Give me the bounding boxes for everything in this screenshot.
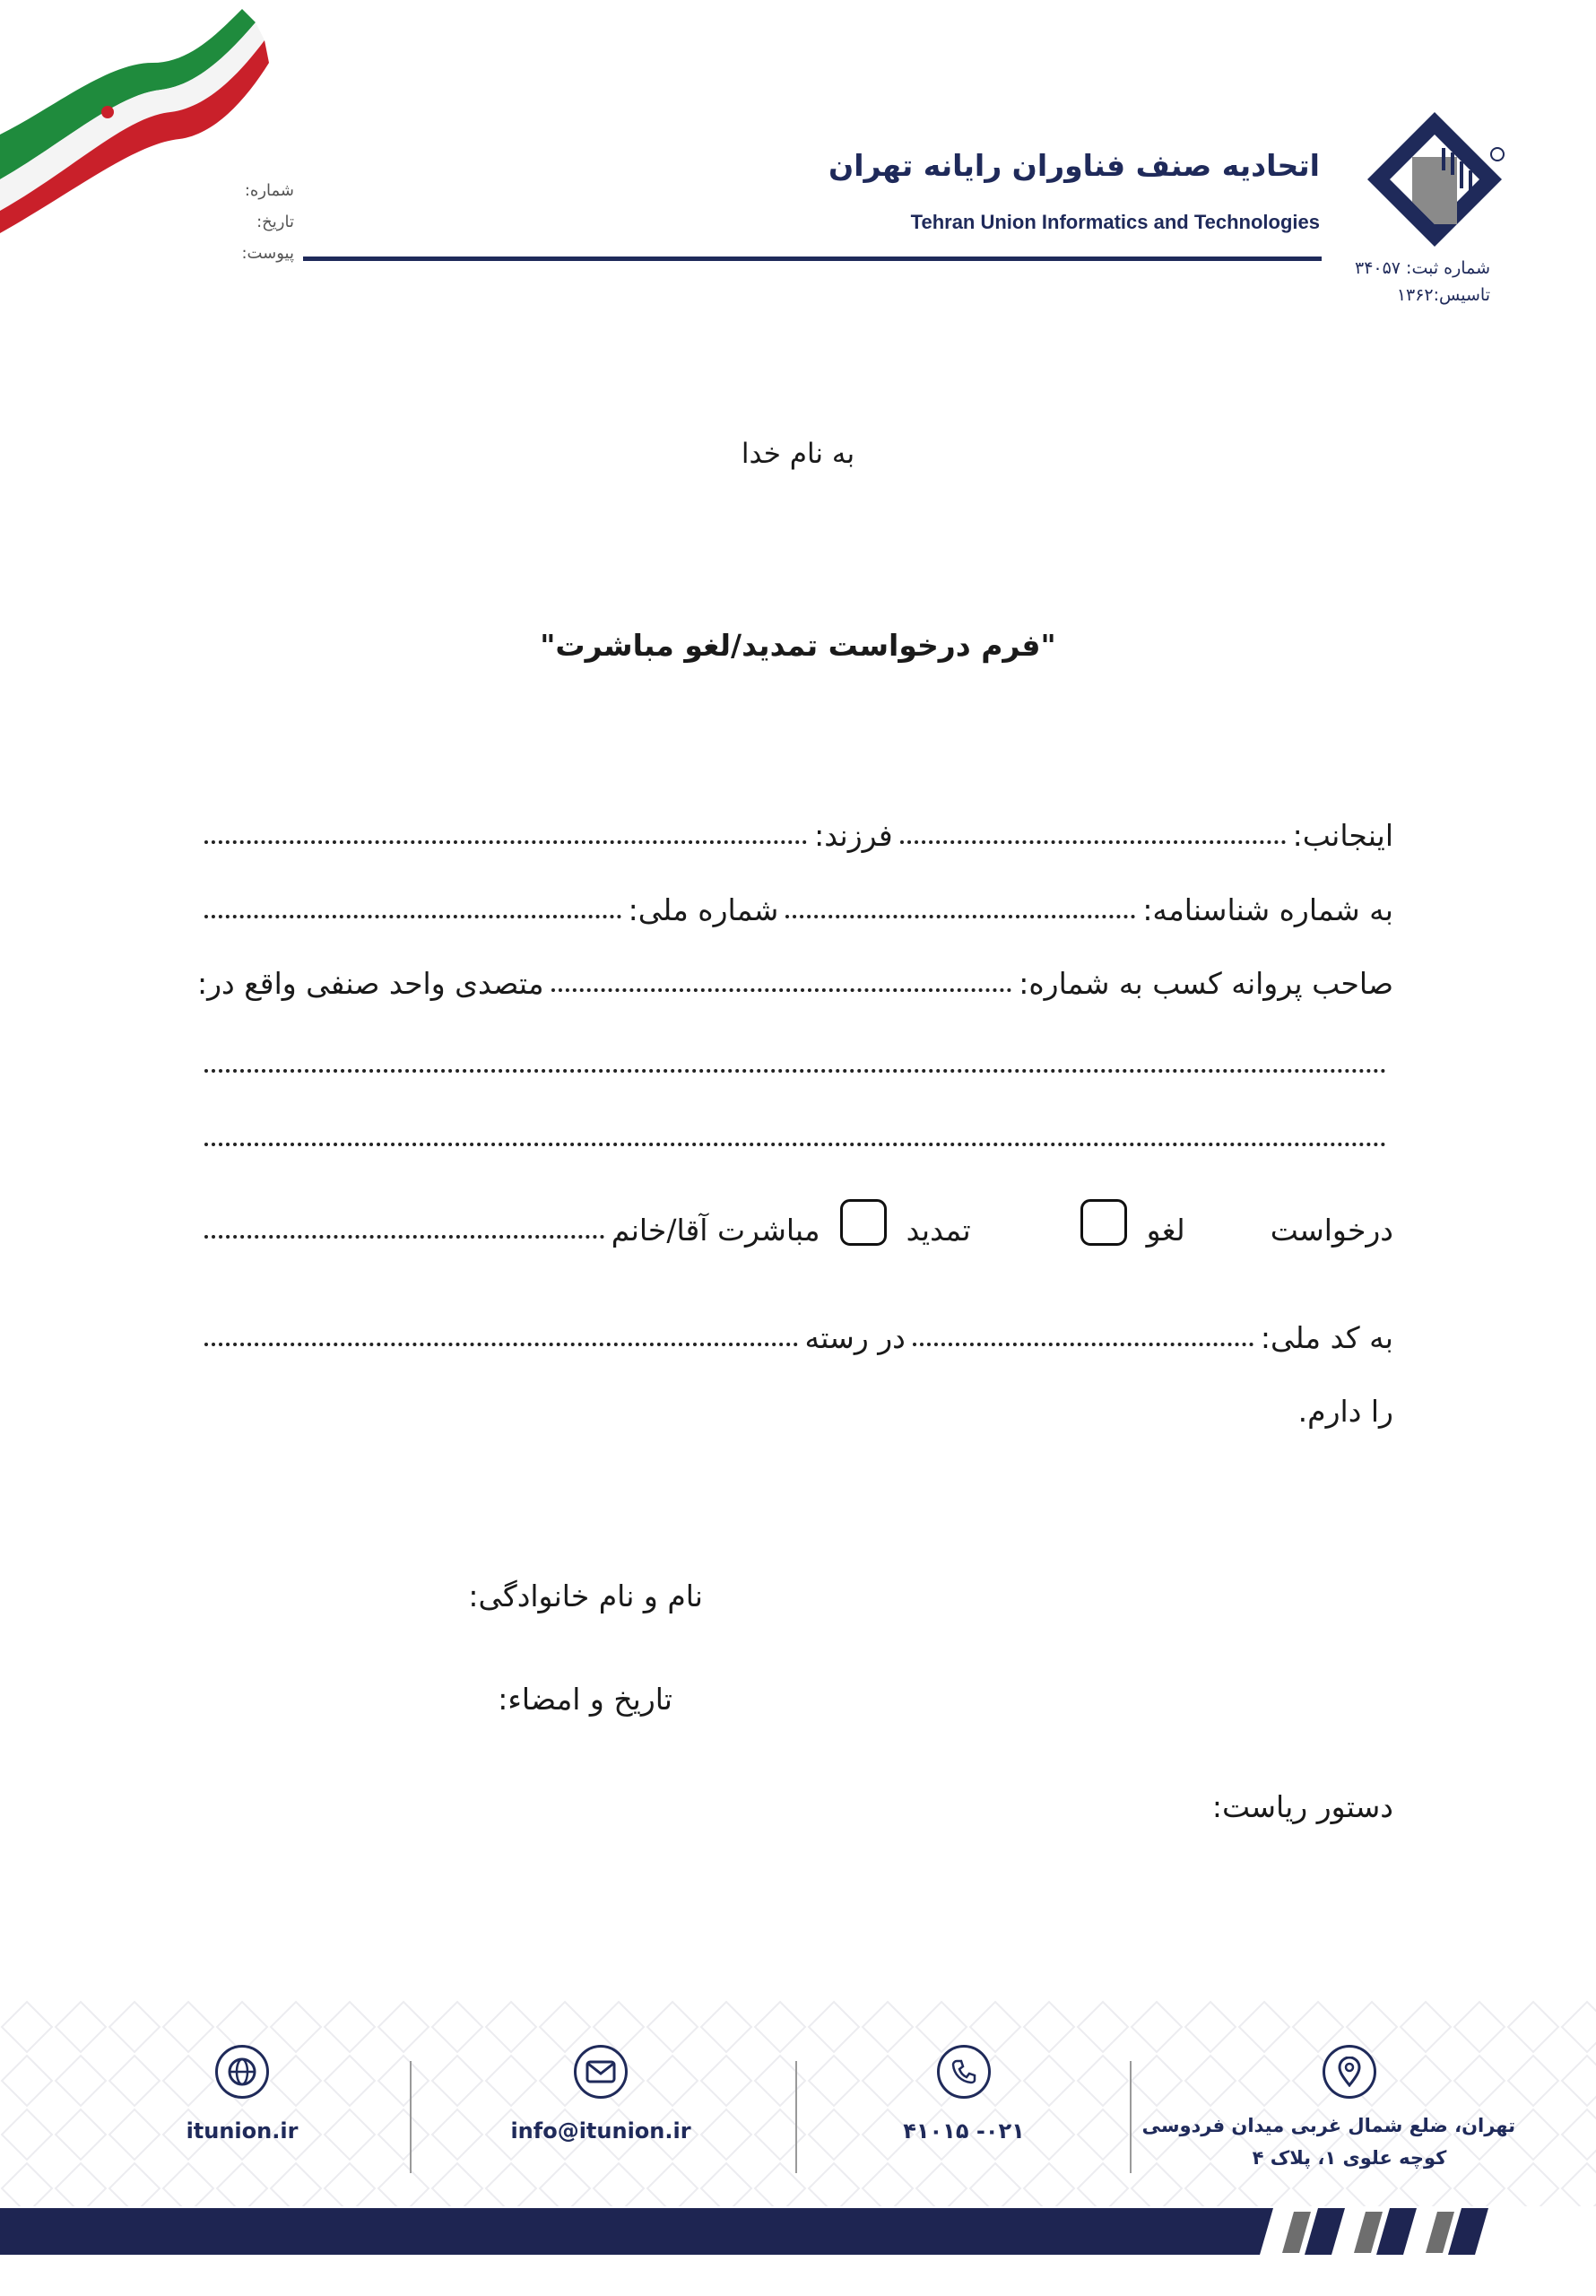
- id-number-label: به شماره شناسنامه:: [1142, 892, 1393, 927]
- have-label: را دارم.: [1297, 1394, 1393, 1429]
- chair-order-label: دستور ریاست:: [1211, 1789, 1393, 1824]
- email-link[interactable]: info@itunion.ir: [510, 2118, 691, 2144]
- national-id-label: شماره ملی:: [628, 892, 779, 927]
- phone-number[interactable]: ۰۲۱- ۴۱۰۱۵: [903, 2118, 1025, 2144]
- footer-divider: [795, 2061, 797, 2173]
- applicant-label: اینجانب:: [1292, 818, 1393, 853]
- in-field-label: در رسته: [804, 1320, 906, 1355]
- iran-flag-ribbon-icon: [0, 0, 269, 242]
- agent-label: مباشرت آقا/خانم: [611, 1213, 820, 1248]
- footer-address: [1141, 2045, 1515, 2174]
- form-line-national-code: [197, 1305, 1393, 1355]
- footer-phone: [856, 2045, 1071, 2144]
- footer-divider: [1130, 2061, 1132, 2173]
- full-name-label: نام و نام خانوادگی:: [468, 1578, 703, 1613]
- address-line-2: کوچه علوی ۱، پلاک ۴: [1252, 2147, 1447, 2169]
- applicant-name-field[interactable]: [900, 840, 1286, 844]
- cancel-label: لغو: [1146, 1213, 1185, 1248]
- letter-attachment-label: پیوست:: [241, 244, 294, 263]
- form-title: "فرم درخواست تمدید/لغو مباشرت": [540, 628, 1056, 663]
- location-pin-icon: [1323, 2045, 1376, 2099]
- circuit-diamond-logo-icon: [1358, 108, 1511, 269]
- footer-bottom-bar: [0, 2208, 1596, 2255]
- globe-icon: [215, 2045, 269, 2099]
- organization-name-fa: اتحادیه صنف فناوران رایانه تهران: [828, 148, 1320, 183]
- website-link[interactable]: itunion.ir: [186, 2118, 299, 2144]
- renew-checkbox[interactable]: [840, 1199, 887, 1246]
- id-number-field[interactable]: [785, 915, 1135, 918]
- header-divider: [303, 257, 1322, 261]
- cancel-checkbox[interactable]: [1080, 1199, 1127, 1246]
- form-line-address-1: [197, 1031, 1393, 1082]
- form-line-closing: [197, 1378, 1393, 1429]
- form-line-address-2: [197, 1105, 1393, 1155]
- organization-name-en: Tehran Union Informatics and Technologies: [910, 211, 1320, 233]
- license-number-field[interactable]: [551, 988, 1012, 992]
- form-line-license: [197, 951, 1393, 1001]
- address-line-1: تهران، ضلع شمال غربی میدان فردوسی: [1141, 2115, 1515, 2136]
- form-line-id: [197, 877, 1393, 927]
- footer-bottom-margin: [0, 2255, 1596, 2296]
- address-field-1[interactable]: [204, 1069, 1386, 1073]
- national-id-field[interactable]: [204, 915, 621, 918]
- national-code-field[interactable]: [913, 1343, 1253, 1346]
- child-of-label: فرزند:: [814, 818, 893, 853]
- phone-icon: [937, 2045, 991, 2099]
- founded-year: تاسیس:۱۳۶۲: [1396, 285, 1490, 305]
- national-code-label: به کد ملی:: [1260, 1320, 1393, 1355]
- footer-email: [484, 2045, 717, 2144]
- request-label: درخواست: [1270, 1213, 1393, 1248]
- footer-divider: [410, 2061, 412, 2173]
- letter-date-label: تاریخ:: [256, 213, 294, 231]
- address-field-2[interactable]: [204, 1143, 1386, 1146]
- unit-located-label: متصدی واحد صنفی واقع در:: [197, 966, 544, 1001]
- letter-number-label: شماره:: [244, 181, 294, 200]
- form-line-applicant: [197, 803, 1393, 853]
- business-field-input[interactable]: [204, 1343, 798, 1346]
- renew-label: تمدید: [906, 1213, 971, 1248]
- date-signature-label: تاریخ و امضاء:: [498, 1682, 672, 1717]
- basmala: به نام خدا: [741, 438, 855, 470]
- license-owner-label: صاحب پروانه کسب به شماره:: [1019, 966, 1393, 1001]
- form-line-request: [197, 1197, 1393, 1248]
- father-name-field[interactable]: [204, 840, 807, 844]
- footer-website: [152, 2045, 332, 2144]
- agent-name-field[interactable]: [204, 1235, 604, 1239]
- registration-number: شماره ثبت: ۳۴۰۵۷: [1354, 258, 1490, 278]
- envelope-icon: [574, 2045, 628, 2099]
